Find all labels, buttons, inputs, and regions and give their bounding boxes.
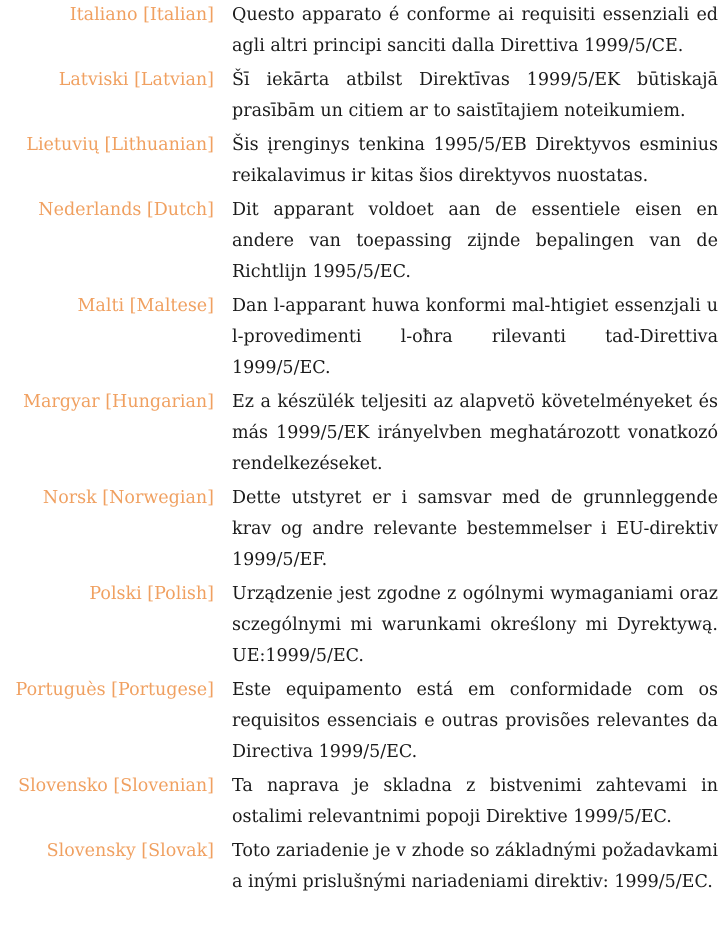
declaration-text: Urządzenie jest zgodne z ogólnymi wymaganiami oraz sczególnymi mi warunkami określony mi Dyrektywą. UE:1999/5/EC. <box>232 584 718 666</box>
language-label: Portuguès [Portugese] <box>15 680 214 700</box>
declaration-row-hungarian <box>0 387 720 480</box>
declaration-text: Dan l-apparant huwa konformi mal-htigiet essenzjali u l-provedimenti l-oħra rilevanti tad-Direttiva 1999/5/EC. <box>232 296 718 378</box>
language-label: Latviski [Latvian] <box>58 70 214 90</box>
language-label: Slovensko [Slovenian] <box>18 776 214 796</box>
language-label: Polski [Polish] <box>89 584 214 604</box>
declaration-text: Questo apparato é conforme ai requisiti essenziali ed agli altri principi sanciti dalla Direttiva 1999/5/CE. <box>232 5 718 56</box>
declaration-row-dutch <box>0 195 720 288</box>
declaration-text: Toto zariadenie je v zhode so základnými požadavkami a inými prislušnými nariadeniami direktiv: 1999/5/EC. <box>232 841 718 892</box>
declaration-text: Šis įrenginys tenkina 1995/5/EB Direktyvos esminius reikalavimus ir kitas šios direktyvos nuostatas. <box>232 135 718 186</box>
declaration-text: Ez a készülék teljesiti az alapvetö követelményeket és más 1999/5/EK irányelvben meghatározott vonatkozó rendelkezéseket. <box>232 392 718 474</box>
declaration-row-slovenian <box>0 771 720 833</box>
declaration-text: Ta naprava je skladna z bistvenimi zahtevami in ostalimi relevantnimi popoji Direktive 1999/5/EC. <box>232 776 718 827</box>
declaration-row-norwegian <box>0 483 720 576</box>
declaration-row-lithuanian <box>0 130 720 192</box>
declaration-row-polish <box>0 579 720 672</box>
declaration-text: Šī iekārta atbilst Direktīvas 1999/5/EK būtiskajā prasībām un citiem ar to saistītajiem noteikumiem. <box>232 70 718 121</box>
language-label: Norsk [Norwegian] <box>42 488 214 508</box>
declaration-row-slovak <box>0 836 720 898</box>
language-label: Margyar [Hungarian] <box>23 392 214 412</box>
language-label: Malti [Maltese] <box>77 296 214 316</box>
declaration-text: Dit apparant voldoet aan de essentiele eisen en andere van toepassing zijnde bepalingen van de Richtlijn 1995/5/EC. <box>232 200 718 282</box>
language-label: Lietuvių [Lithuanian] <box>26 135 214 155</box>
declaration-row-portugese <box>0 675 720 768</box>
declaration-text: Dette utstyret er i samsvar med de grunnleggende krav og andre relevante bestemmelser i EU-direktiv 1999/5/EF. <box>232 488 718 570</box>
language-label: Slovensky [Slovak] <box>46 841 214 861</box>
declaration-row-maltese <box>0 291 720 384</box>
declaration-text: Este equipamento está em conformidade com os requisitos essenciais e outras provisões relevantes da Directiva 1999/5/EC. <box>232 680 718 762</box>
language-label: Nederlands [Dutch] <box>38 200 214 220</box>
language-label: Italiano [Italian] <box>69 5 214 25</box>
declaration-row-italian <box>0 0 720 62</box>
declaration-row-latvian <box>0 65 720 127</box>
